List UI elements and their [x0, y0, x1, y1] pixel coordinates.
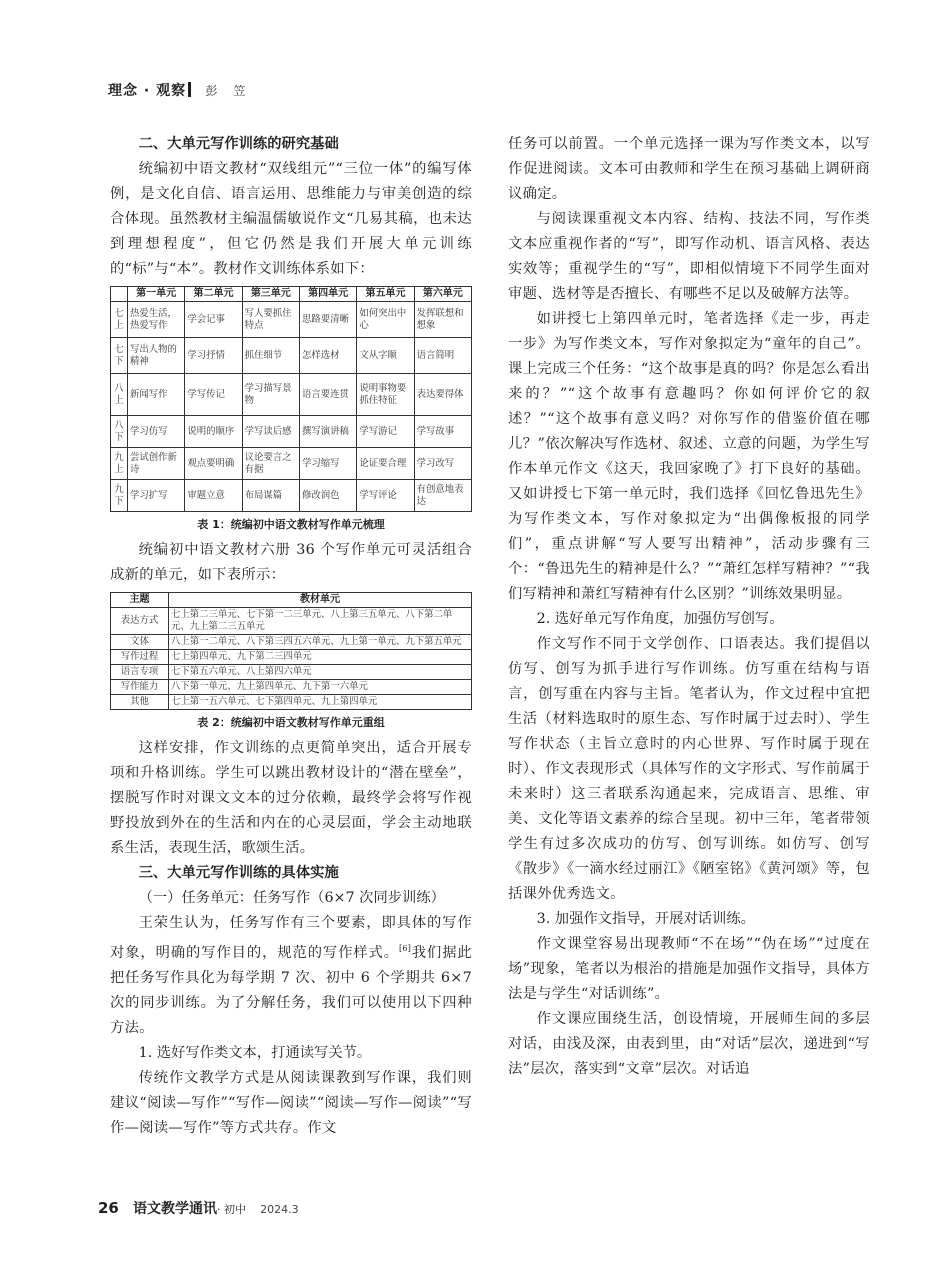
table-cell: 学习仿写 — [128, 416, 185, 448]
method-heading: 3. 加强作文指导，开展对话训练。 — [536, 911, 755, 927]
table-cell: 新闻写作 — [128, 374, 185, 416]
table-cell: 学习描写景物 — [242, 374, 299, 416]
table-row — [111, 608, 472, 635]
table-header-cell: 第二单元 — [185, 287, 242, 302]
table-cell: 八下第一单元、九上第四单元、九下第一六单元 — [169, 680, 472, 695]
table-row — [111, 695, 472, 710]
table-cell: 思路要清晰 — [299, 302, 356, 338]
table-cell: 学习扩写 — [128, 480, 185, 512]
table-caption: 表 2：统编初中语文教材写作单元重组 — [197, 716, 385, 729]
table-cell: 布局谋篇 — [242, 480, 299, 512]
table-cell: 学写传记 — [185, 374, 242, 416]
table-header-cell — [111, 287, 128, 302]
table-cell: 七上第四单元、九下第二三四单元 — [169, 650, 472, 665]
table-cell: 表达要得体 — [414, 374, 471, 416]
method-heading: 2. 选好单元写作角度，加强仿写创写。 — [536, 611, 784, 627]
table-cell: 说明事物要抓住特征 — [357, 374, 414, 416]
left-column — [110, 132, 472, 1141]
table-cell: 表达方式 — [111, 608, 169, 635]
table-cell: 九下 — [111, 480, 128, 512]
table-header-row — [111, 287, 472, 302]
table-cell: 观点要明确 — [185, 448, 242, 480]
table-header-cell: 第一单元 — [128, 287, 185, 302]
method-heading: 1. 选好写作类文本，打通读写关节。 — [138, 1044, 372, 1061]
table-cell: 学写故事 — [414, 416, 471, 448]
table-cell: 论证要合理 — [357, 448, 414, 480]
section-label: 理念 · 观察 — [108, 83, 187, 99]
paragraph: 统编初中语文教材六册 36 个写作单元可灵活组合成新的单元，如下表所示： — [110, 542, 472, 583]
table-caption: 表 1：统编初中语文教材写作单元梳理 — [197, 518, 385, 531]
paragraph: 与阅读课重视文本内容、结构、技法不同，写作类文本应重视作者的“写”，即写作动机、语言风格、表达实效等；重视学生的“写”，即相似情境下不同学生面对审题、选材等是否擅长、有哪些不足以及破解方法等。 — [508, 211, 870, 302]
table-cell: 七上 — [111, 302, 128, 338]
table-cell: 撰写演讲稿 — [299, 416, 356, 448]
table-row — [111, 448, 472, 480]
journal-edition: · 初中 — [217, 1203, 247, 1216]
paragraph-text: 我们据此把任务写作具化为每学期 7 次、初中 6 个学期共 6×7 次的同步训练。为了分解任务，我们可以使用以下四种方法。 — [110, 944, 472, 1036]
table-row — [111, 374, 472, 416]
header-divider — [188, 82, 191, 97]
table-header-cell: 第六单元 — [414, 287, 471, 302]
table-cell: 九上 — [111, 448, 128, 480]
paragraph: 作文写作不同于文学创作、口语表达。我们提倡以仿写、创写为抓手进行写作训练。仿写重在结构与语言，创写重在内容与主旨。笔者认为，作文过程中宜把生活（材料选取时的原生态、写作时属于过去时）、学生写作状态（主旨立意时的内心世界、写作时属于现在时）、作文表现形式（具体写作的文字形式、写作前属于未来时）这三者联系沟通起来，完成语言、思维、审美、文化等语文素养的综合呈现。初中三年，笔者带领学生有过多次成功的仿写、创写训练。如仿写、创写《散步》《一滴水经过丽江》《陋室铭》《黄河颂》等，包括课外优秀选文。 — [508, 636, 870, 902]
table-row — [111, 302, 472, 338]
table-row — [111, 665, 472, 680]
table-header-cell: 第四单元 — [299, 287, 356, 302]
table-cell: 发挥联想和想象 — [414, 302, 471, 338]
section-heading-2: 二、大单元写作训练的研究基础 — [138, 136, 339, 152]
table-cell: 七上第二三单元、七下第一二三单元、八上第三五单元、八下第二单元、九上第二三五单元 — [169, 608, 472, 635]
table-cell: 说明的顺序 — [185, 416, 242, 448]
table-cell: 语言要连贯 — [299, 374, 356, 416]
paragraph: 这样安排，作文训练的点更简单突出，适合开展专项和升格训练。学生可以跳出教材设计的“潜在壁垒”，摆脱写作时对课文文本的过分依赖，最终学会将写作视野投放到外在的生活和内在的心灵层面，学会主动地联系生活，表现生活，歌颂生活。 — [110, 740, 472, 856]
table-row — [111, 680, 472, 695]
paragraph: 如讲授七上第四单元时，笔者选择《走一步，再走一步》为写作类文本，写作对象拟定为“童年的自己”。课上完成三个任务：“这个故事是真的吗？你是怎么看出来的？”“这个故事有意趣吗？你如何评价它的叙述？”“这个故事有意义吗？对你写作的借鉴价值在哪儿？”依次解决写作选材、叙述、立意的问题，为学生写作本单元作文《这天，我回家晚了》打下良好的基础。又如讲授七下第一单元时，我们选择《回忆鲁迅先生》为写作类文本，写作对象拟定为“出偶像板报的同学们”，重点讲解“写人要写出精神”，活动步骤有三个：“鲁迅先生的精神是什么？”“萧红怎样写精神？”“我们写精神和萧红写精神有什么区别？”训练效果明显。 — [508, 311, 870, 602]
table-cell: 学写评论 — [357, 480, 414, 512]
table-header-row — [111, 593, 472, 608]
table-row — [111, 480, 472, 512]
table-cell: 写作过程 — [111, 650, 169, 665]
table-cell: 尝试创作新诗 — [128, 448, 185, 480]
table-row — [111, 416, 472, 448]
table-cell: 七下第五六单元、八上第四六单元 — [169, 665, 472, 680]
table-cell: 审题立意 — [185, 480, 242, 512]
table-cell: 七上第一五六单元、七下第四单元、九上第四单元 — [169, 695, 472, 710]
journal-name: 语文教学通讯 — [133, 1201, 218, 1217]
table-header-cell: 教材单元 — [169, 593, 472, 608]
table-row — [111, 635, 472, 650]
table-cell: 学习缩写 — [299, 448, 356, 480]
table-header-cell: 主题 — [111, 593, 169, 608]
running-header — [108, 80, 251, 102]
paragraph: 统编初中语文教材“双线组元”“三位一体”的编写体例，是文化自信、语言运用、思维能力与审美创造的综合体现。虽然教材主编温儒敏说作文“几易其稿，也未达到理想程度”，但它仍然是我们开展大单元训练的“标”与“本”。教材作文训练体系如下： — [110, 161, 472, 277]
writing-units-table — [110, 286, 472, 512]
table-cell: 写作能力 — [111, 680, 169, 695]
paragraph: 作文课应围绕生活，创设情境，开展师生间的多层对话，由浅及深，由表到里，由“对话”层次，递进到“写法”层次，落实到“文章”层次。对话追 — [508, 1011, 870, 1077]
section-heading-3: 三、大单元写作训练的具体实施 — [138, 865, 339, 881]
right-column — [508, 132, 870, 1082]
table-cell: 有创意地表达 — [414, 480, 471, 512]
table-row — [111, 650, 472, 665]
table-cell: 学习抒情 — [185, 338, 242, 374]
table-cell: 学写游记 — [357, 416, 414, 448]
table-cell: 热爱生活，热爱写作 — [128, 302, 185, 338]
page-footer — [98, 1198, 299, 1220]
page-number: 26 — [98, 1199, 119, 1217]
table-cell: 八上 — [111, 374, 128, 416]
table-header-cell: 第五单元 — [357, 287, 414, 302]
table-cell: 修改润色 — [299, 480, 356, 512]
table-cell: 怎样选材 — [299, 338, 356, 374]
paragraph: 任务可以前置。一个单元选择一课为写作类文本，以写作促进阅读。文本可由教师和学生在预习基础上调研商议确定。 — [508, 136, 870, 202]
table-cell: 学会记事 — [185, 302, 242, 338]
table-cell: 抓住细节 — [242, 338, 299, 374]
issue-date: 2024.3 — [260, 1203, 299, 1216]
table-cell: 八下 — [111, 416, 128, 448]
paragraph: 作文课堂容易出现教师“不在场”“伪在场”“过度在场”现象，笔者以为根治的措施是加强作文指导，具体方法是与学生“对话训练”。 — [508, 936, 870, 1002]
table-cell: 语言简明 — [414, 338, 471, 374]
table-row — [111, 338, 472, 374]
unit-regroup-table — [110, 592, 472, 710]
table-cell: 七下 — [111, 338, 128, 374]
paragraph — [110, 911, 472, 1041]
table-cell: 学写读后感 — [242, 416, 299, 448]
paragraph-text: 王荣生认为，任务写作有三个要素，即具体的写作对象，明确的写作目的，规范的写作样式。 — [110, 915, 472, 961]
citation-ref: [6] — [398, 944, 412, 953]
table-cell: 语言专项 — [111, 665, 169, 680]
table-cell: 学习改写 — [414, 448, 471, 480]
table-header-cell: 第三单元 — [242, 287, 299, 302]
table-cell: 八上第一二单元、八下第三四五六单元、九上第一单元、九下第五单元 — [169, 635, 472, 650]
paragraph: 传统作文教学方式是从阅读课教到写作课，我们则建议“阅读—写作”“写作—阅读”“阅读—写作—阅读”“写作—阅读—写作”等方式共存。作文 — [110, 1069, 472, 1136]
table-cell: 写人要抓住特点 — [242, 302, 299, 338]
subsection-heading: （一）任务单元：任务写作（6×7 次同步训练） — [138, 890, 445, 906]
table-cell: 文体 — [111, 635, 169, 650]
table-cell: 议论要言之有据 — [242, 448, 299, 480]
table-cell: 其他 — [111, 695, 169, 710]
author-name: 彭 笠 — [205, 84, 252, 98]
table-cell: 如何突出中心 — [357, 302, 414, 338]
table-cell: 写出人物的精神 — [128, 338, 185, 374]
table-cell: 文从字顺 — [357, 338, 414, 374]
